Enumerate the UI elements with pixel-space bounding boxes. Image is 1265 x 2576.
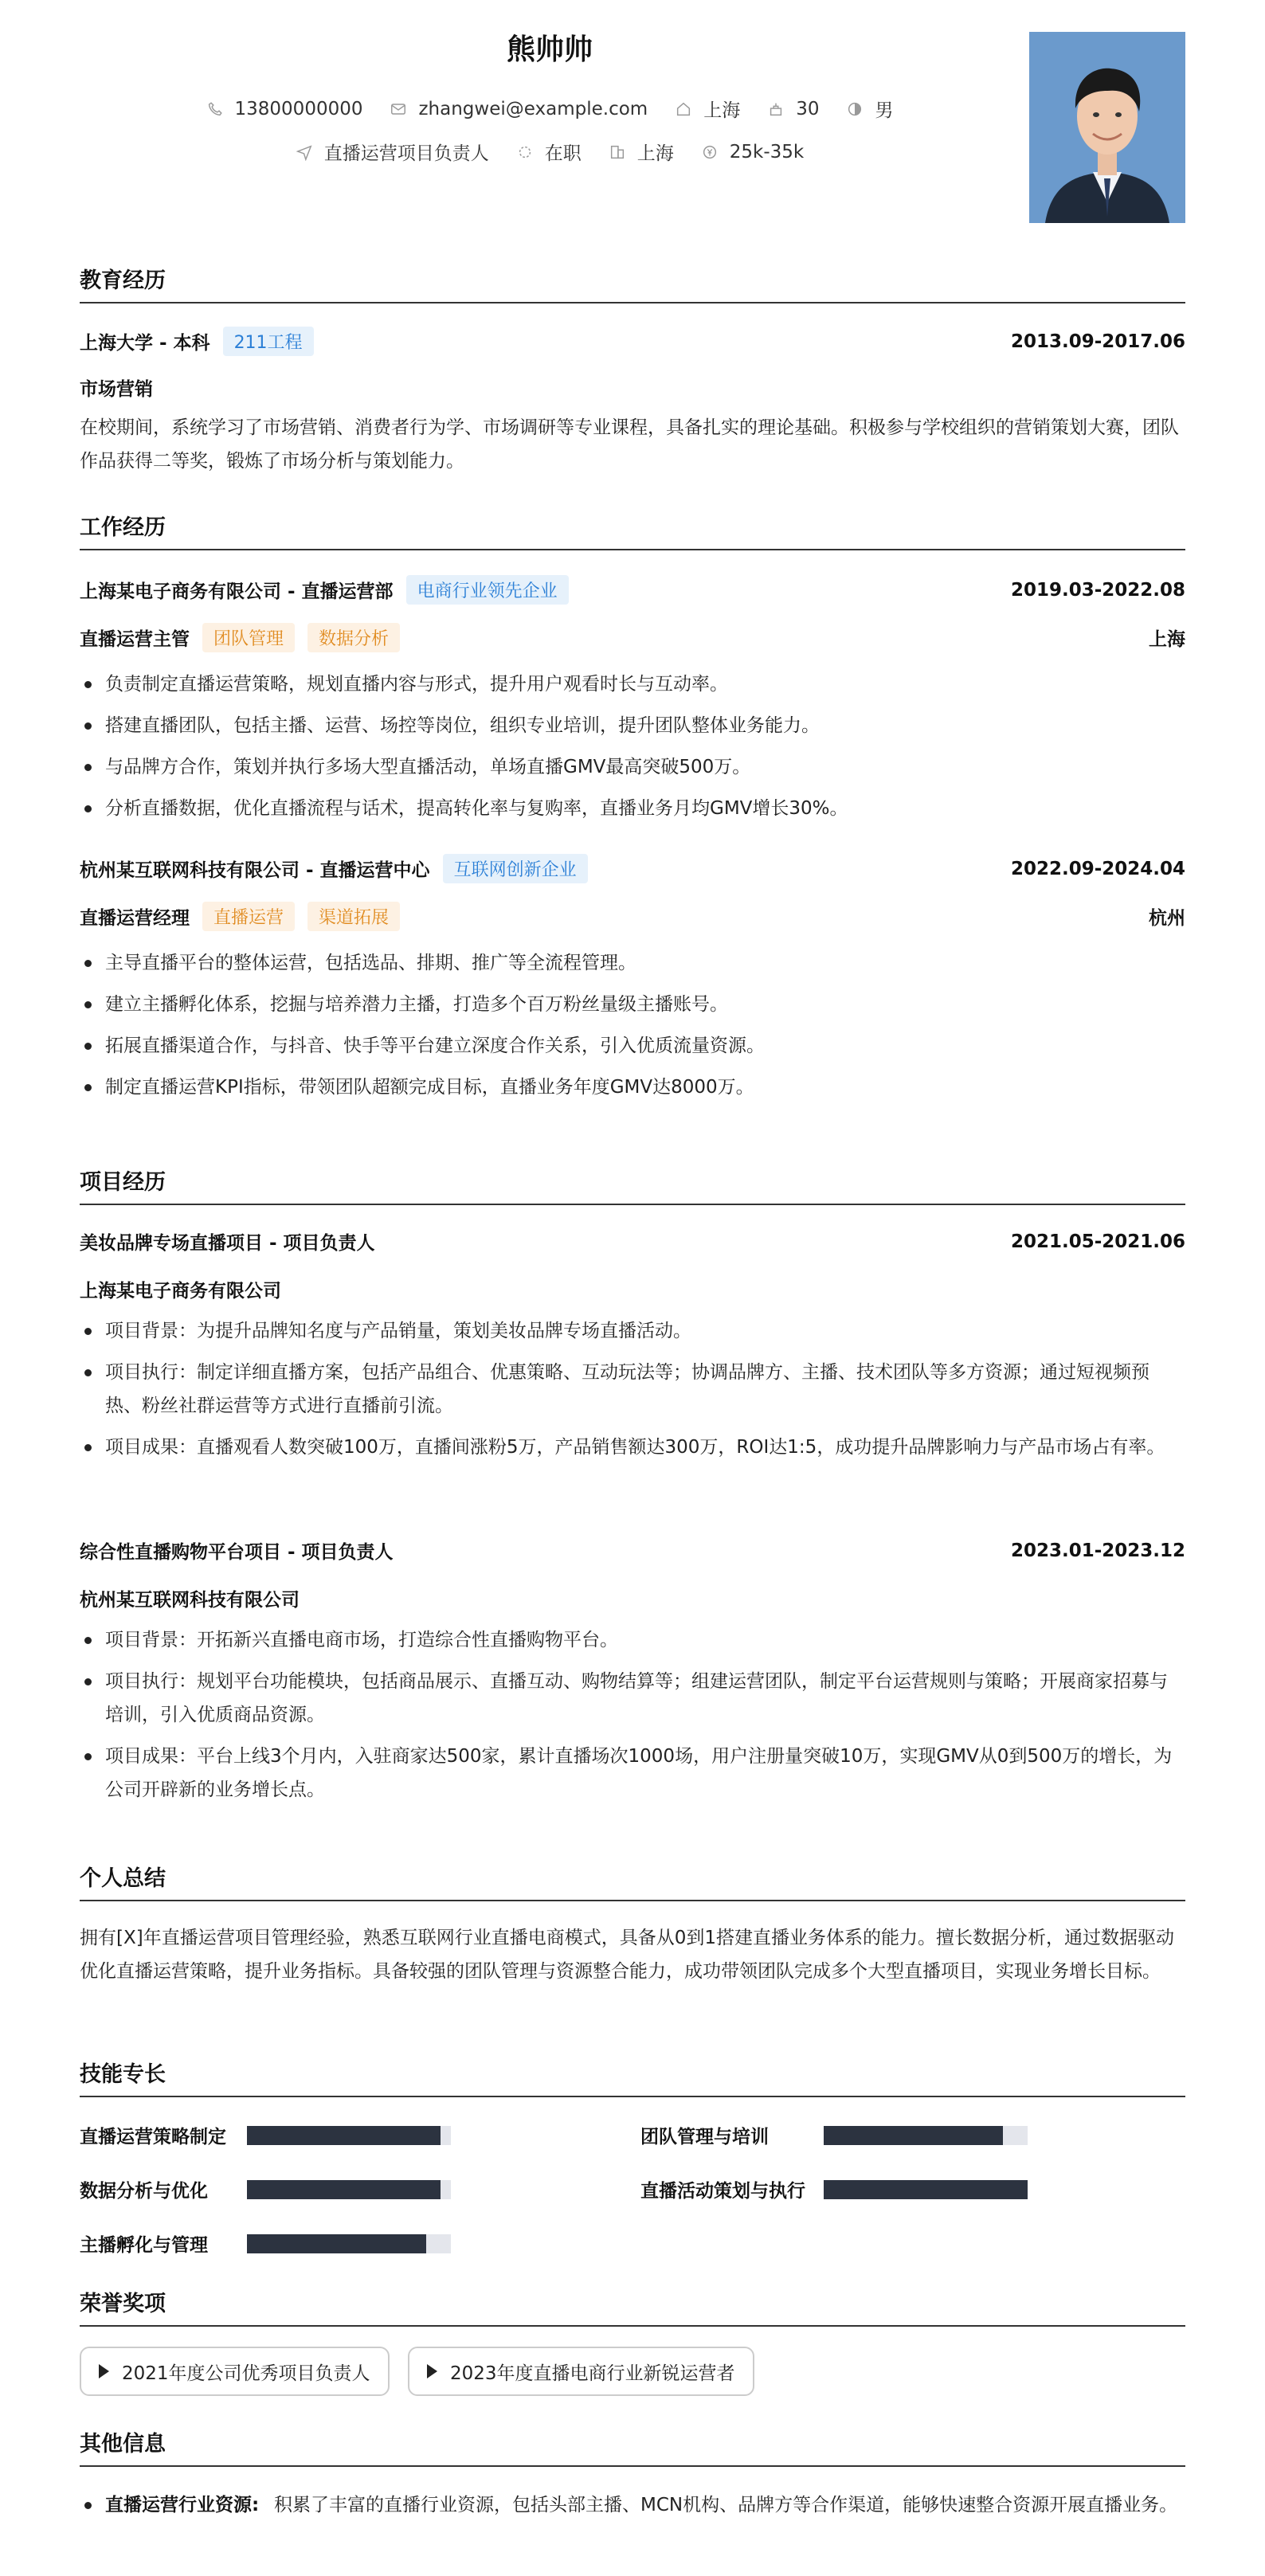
list-item: 项目执行：制定详细直播方案，包括产品组合、优惠策略、互动玩法等；协调品牌方、主播、技术团队等多方资源；通过短视频预热、粉丝社群运营等方式进行直播前引流。 <box>80 1356 1185 1423</box>
skill-level-fill <box>247 2234 426 2253</box>
job-2-skill-tag: 直播运营 <box>202 902 295 931</box>
job-1-role-row <box>80 623 1185 652</box>
building-icon <box>609 143 626 161</box>
education-section-title: 教育经历 <box>80 263 1185 303</box>
list-item: 项目成果：平台上线3个月内，入驻商家达500家，累计直播场次1000场，用户注册量突破10万，实现GMV从0到500万的增长，为公司开辟新的业务增长点。 <box>80 1740 1185 1807</box>
loading-icon <box>516 143 534 161</box>
job-1-header <box>80 575 1185 605</box>
job-2-tag: 互联网创新企业 <box>443 854 588 883</box>
job-2-role: 直播运营经理 <box>80 908 190 929</box>
contact-row-basic <box>80 96 1020 122</box>
city-item <box>675 96 740 122</box>
list-item: 与品牌方合作，策划并执行多场大型直播活动，单场直播GMV最高突破500万。 <box>80 750 1185 784</box>
status-text: 在职 <box>544 143 582 164</box>
play-icon <box>427 2364 437 2378</box>
position-text: 直播运营项目负责人 <box>323 143 489 164</box>
skill-level-bar <box>247 2126 451 2145</box>
other-info-item <box>80 2488 1185 2560</box>
job-1-role: 直播运营主管 <box>80 629 190 650</box>
send-icon <box>296 143 313 161</box>
list-item: 负责制定直播运营策略，规划直播内容与形式，提升用户观看时长与互动率。 <box>80 667 1185 701</box>
home-icon <box>675 100 692 118</box>
target-city-text: 上海 <box>636 143 674 164</box>
summary-text: 拥有[X]年直播运营项目管理经验，熟悉互联网行业直播电商模式，具备从0到1搭建直播业务体系的能力。擅长数据分析，通过数据驱动优化直播运营策略，提升业务指标。具备较强的团队管理与资源整合能力，成功带领团队完成多个大型直播项目，实现业务增长目标。 <box>80 1928 1174 1982</box>
list-item: 项目成果：直播观看人数突破100万，直播间涨粉5万，产品销售额达300万，ROI达1:5，成功提升品牌影响力与产品市场占有率。 <box>80 1431 1185 1464</box>
skill-item <box>80 2122 451 2148</box>
skill-item <box>640 2122 1028 2148</box>
email-item <box>390 99 648 119</box>
education-date: 2013.09-2017.06 <box>1010 331 1185 352</box>
project-1-bullets <box>80 1314 1185 1472</box>
project-2-date: 2023.01-2023.12 <box>1010 1540 1185 1561</box>
skill-level-fill <box>247 2180 441 2199</box>
education-description: 在校期间，系统学习了市场营销、消费者行为学、市场调研等专业课程，具备扎实的理论基础。积极参与学校组织的营销策划大赛，团队作品获得二等奖，锻炼了市场分析与策划能力。 <box>80 417 1179 472</box>
project-1-company: 上海某电子商务有限公司 <box>80 1281 281 1302</box>
job-1-company: 上海某电子商务有限公司 - 直播运营部 <box>80 581 394 602</box>
honor-badge <box>80 2347 390 2396</box>
job-1-location: 上海 <box>1149 629 1185 650</box>
list-item: 分析直播数据，优化直播流程与话术，提高转化率与复购率，直播业务月均GMV增长30%。 <box>80 792 1185 825</box>
list-item: 项目背景：为提升品牌知名度与产品销量，策划美妆品牌专场直播活动。 <box>80 1314 1185 1348</box>
list-item: 建立主播孵化体系，挖掘与培养潜力主播，打造多个百万粉丝量级主播账号。 <box>80 988 1185 1021</box>
project-2-company: 杭州某互联网科技有限公司 <box>80 1590 300 1611</box>
salary-item <box>701 142 804 162</box>
phone-text: 13800000000 <box>234 98 363 119</box>
job-1-date: 2019.03-2022.08 <box>1010 579 1185 601</box>
project-2-bullets <box>80 1623 1185 1815</box>
project-2-name: 综合性直播购物平台项目 - 项目负责人 <box>80 1542 394 1563</box>
bullet-dot <box>84 2502 92 2509</box>
honor-text: 2021年度公司优秀项目负责人 <box>122 2363 370 2384</box>
skill-level-bar <box>247 2234 451 2253</box>
mail-icon <box>390 100 407 118</box>
cake-icon <box>767 100 785 118</box>
list-item: 拓展直播渠道合作，与抖音、快手等平台建立深度合作关系，引入优质流量资源。 <box>80 1029 1185 1063</box>
job-1-bullets <box>80 667 1185 833</box>
email-text: zhangwei@example.com <box>418 98 648 119</box>
contact-row-job <box>80 139 1020 165</box>
summary-section-title: 个人总结 <box>80 1861 1185 1901</box>
project-1-name: 美妆品牌专场直播项目 - 项目负责人 <box>80 1233 375 1254</box>
other-section-title: 其他信息 <box>80 2426 1185 2467</box>
projects-section-title: 项目经历 <box>80 1165 1185 1205</box>
job-2-bullets <box>80 946 1185 1112</box>
skill-level-bar <box>824 2126 1028 2145</box>
skill-item <box>80 2176 451 2202</box>
job-1-skill-tag: 团队管理 <box>202 623 295 652</box>
profile-photo <box>1029 32 1185 223</box>
gender-item <box>846 96 893 122</box>
skill-name: 主播孵化与管理 <box>80 2235 208 2256</box>
candidate-name: 熊帅帅 <box>506 33 593 66</box>
list-item: 搭建直播团队，包括主播、运营、场控等岗位，组织专业培训，提升团队整体业务能力。 <box>80 709 1185 742</box>
salary-text: 25k-35k <box>729 141 805 162</box>
position-item <box>296 139 489 165</box>
phone-item <box>206 99 363 119</box>
phone-icon <box>206 100 224 118</box>
money-icon <box>701 143 719 161</box>
education-tag: 211工程 <box>223 327 314 356</box>
skill-level-bar <box>824 2180 1028 2199</box>
honor-text: 2023年度直播电商行业新锐运营者 <box>450 2363 735 2384</box>
job-2-company: 杭州某互联网科技有限公司 - 直播运营中心 <box>80 860 430 881</box>
job-2-header <box>80 854 1185 883</box>
list-item: 主导直播平台的整体运营，包括选品、排期、推广等全流程管理。 <box>80 946 1185 980</box>
target-city-item <box>609 139 674 165</box>
skill-level-fill <box>824 2180 1028 2199</box>
skills-section-title: 技能专长 <box>80 2057 1185 2097</box>
skill-name: 直播运营策略制定 <box>80 2127 226 2147</box>
city-text: 上海 <box>703 100 741 121</box>
gender-icon <box>846 100 864 118</box>
skill-level-bar <box>247 2180 451 2199</box>
age-item <box>767 99 819 119</box>
gender-text: 男 <box>875 100 894 121</box>
honors-section-title: 荣誉奖项 <box>80 2286 1185 2327</box>
skill-level-fill <box>247 2126 441 2145</box>
play-icon <box>99 2364 109 2378</box>
education-header-row <box>80 327 1185 356</box>
job-2-skill-tag: 渠道拓展 <box>307 902 400 931</box>
job-2-date: 2022.09-2024.04 <box>1010 858 1185 879</box>
age-text: 30 <box>796 98 820 119</box>
job-2-role-row <box>80 902 1185 931</box>
other-info-label: 直播运营行业资源: <box>105 2495 260 2515</box>
education-major: 市场营销 <box>80 379 153 400</box>
skill-name: 数据分析与优化 <box>80 2181 208 2202</box>
education-school: 上海大学 - 本科 <box>80 333 210 354</box>
skill-level-fill <box>824 2126 1003 2145</box>
project-2-header <box>80 1537 1185 1564</box>
skill-name: 直播活动策划与执行 <box>640 2181 805 2202</box>
job-2-location: 杭州 <box>1149 908 1185 929</box>
skill-item <box>640 2176 1028 2202</box>
skill-name: 团队管理与培训 <box>640 2127 769 2147</box>
other-info-text: 积累了丰富的直播行业资源，包括头部主播、MCN机构、品牌方等合作渠道，能够快速整合资源开展直播业务。 <box>274 2495 1178 2515</box>
project-1-date: 2021.05-2021.06 <box>1010 1231 1185 1252</box>
skill-item <box>80 2230 451 2257</box>
honor-badge <box>408 2347 754 2396</box>
list-item: 项目执行：规划平台功能模块，包括商品展示、直播互动、购物结算等；组建运营团队，制定平台运营规则与策略；开展商家招募与培训，引入优质商品资源。 <box>80 1665 1185 1732</box>
job-1-skill-tag: 数据分析 <box>307 623 400 652</box>
list-item: 制定直播运营KPI指标，带领团队超额完成目标，直播业务年度GMV达8000万。 <box>80 1071 1185 1104</box>
job-1-tag: 电商行业领先企业 <box>406 575 569 605</box>
status-item <box>516 139 582 165</box>
work-section-title: 工作经历 <box>80 510 1185 550</box>
project-1-header <box>80 1228 1185 1255</box>
list-item: 项目背景：开拓新兴直播电商市场，打造综合性直播购物平台。 <box>80 1623 1185 1657</box>
